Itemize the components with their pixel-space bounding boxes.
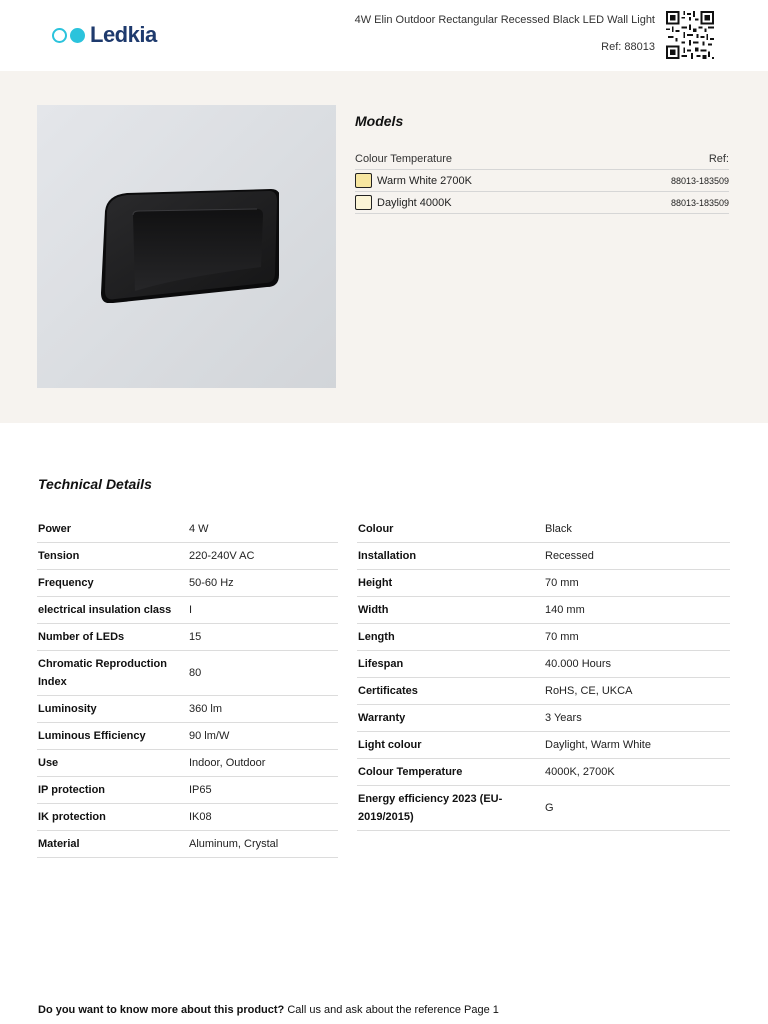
spec-value: Black: [544, 516, 730, 543]
spec-label: Warranty: [357, 705, 544, 732]
spec-label: Energy efficiency 2023 (EU-2019/2015): [357, 786, 544, 831]
spec-value: Recessed: [544, 543, 730, 570]
spec-row: [37, 624, 338, 651]
technical-details-title: Technical Details: [38, 476, 152, 492]
model-name: Daylight 4000K: [377, 196, 452, 209]
product-ref: Ref: 88013: [601, 41, 655, 53]
spec-table-right: [357, 516, 730, 831]
spec-row: [37, 777, 338, 804]
spec-value: 140 mm: [544, 597, 730, 624]
model-ref: 88013-183509: [670, 197, 729, 208]
spec-row: [37, 570, 338, 597]
ledkia-logo[interactable]: [52, 22, 157, 48]
page-header: [0, 0, 768, 71]
spec-row: [357, 597, 730, 624]
footer-text: Call us and ask about the reference Page 1: [284, 1004, 499, 1016]
spec-label: Luminous Efficiency: [37, 723, 188, 750]
spec-value: 4000K, 2700K: [544, 759, 730, 786]
model-name: Warm White 2700K: [377, 174, 472, 187]
spec-row: [357, 516, 730, 543]
spec-value: Aluminum, Crystal: [188, 831, 338, 858]
spec-label: Material: [37, 831, 188, 858]
model-ref: 88013-183509: [670, 175, 729, 186]
spec-label: electrical insulation class: [37, 597, 188, 624]
spec-value: 15: [188, 624, 338, 651]
logo-dot-icon: [70, 28, 85, 43]
spec-value: RoHS, CE, UKCA: [544, 678, 730, 705]
spec-label: Certificates: [357, 678, 544, 705]
spec-row: [357, 732, 730, 759]
models-title: Models: [355, 113, 404, 129]
spec-value: Daylight, Warm White: [544, 732, 730, 759]
spec-label: Installation: [357, 543, 544, 570]
spec-label: Colour Temperature: [357, 759, 544, 786]
model-row[interactable]: [355, 170, 729, 192]
daylight-swatch: [355, 195, 372, 210]
spec-label: Power: [37, 516, 188, 543]
spec-label: Colour: [357, 516, 544, 543]
spec-label: Number of LEDs: [37, 624, 188, 651]
spec-label: IK protection: [37, 804, 188, 831]
spec-value: 80: [188, 651, 338, 696]
spec-row: [37, 750, 338, 777]
spec-row: [37, 804, 338, 831]
spec-label: Frequency: [37, 570, 188, 597]
spec-value: G: [544, 786, 730, 831]
spec-value: 3 Years: [544, 705, 730, 732]
spec-label: Height: [357, 570, 544, 597]
models-col-ref: Ref:: [708, 153, 729, 165]
models-col-temperature: Colour Temperature: [355, 153, 453, 165]
spec-label: Tension: [37, 543, 188, 570]
spec-value: 4 W: [188, 516, 338, 543]
spec-label: IP protection: [37, 777, 188, 804]
spec-value: 70 mm: [544, 624, 730, 651]
footer-contact: [38, 1004, 499, 1016]
spec-row: [37, 651, 338, 696]
spec-value: 90 lm/W: [188, 723, 338, 750]
model-row[interactable]: [355, 192, 729, 214]
wall-light-image: [99, 183, 279, 303]
model-name-wrap: [355, 195, 452, 210]
qr-code-icon[interactable]: [666, 11, 714, 59]
spec-row: [37, 696, 338, 723]
spec-label: Length: [357, 624, 544, 651]
spec-label: Luminosity: [37, 696, 188, 723]
spec-table-left: [37, 516, 338, 858]
model-name-wrap: [355, 173, 472, 188]
hero-section: [0, 71, 768, 423]
spec-row: [357, 543, 730, 570]
spec-row: [357, 570, 730, 597]
spec-value: 360 lm: [188, 696, 338, 723]
models-header: [355, 153, 729, 170]
spec-row: [37, 543, 338, 570]
spec-value: IK08: [188, 804, 338, 831]
spec-row: [37, 723, 338, 750]
spec-row: [37, 516, 338, 543]
footer-question: Do you want to know more about this product?: [38, 1004, 285, 1016]
spec-label: Use: [37, 750, 188, 777]
product-title: 4W Elin Outdoor Rectangular Recessed Black LED Wall Light: [354, 14, 655, 26]
spec-row: [357, 786, 730, 831]
spec-row: [357, 759, 730, 786]
spec-value: 50-60 Hz: [188, 570, 338, 597]
spec-label: Chromatic Reproduction Index: [37, 651, 188, 696]
spec-value: 220-240V AC: [188, 543, 338, 570]
logo-ring-icon: [52, 28, 67, 43]
spec-row: [357, 624, 730, 651]
product-photo: [37, 105, 336, 388]
spec-row: [357, 651, 730, 678]
models-panel: [355, 113, 729, 214]
spec-value: 70 mm: [544, 570, 730, 597]
spec-value: IP65: [188, 777, 338, 804]
spec-value: 40.000 Hours: [544, 651, 730, 678]
spec-label: Width: [357, 597, 544, 624]
spec-row: [37, 831, 338, 858]
spec-label: Light colour: [357, 732, 544, 759]
spec-row: [37, 597, 338, 624]
warm-white-swatch: [355, 173, 372, 188]
spec-value: Indoor, Outdoor: [188, 750, 338, 777]
spec-row: [357, 678, 730, 705]
logo-text: Ledkia: [90, 22, 157, 47]
spec-value: I: [188, 597, 338, 624]
spec-row: [357, 705, 730, 732]
spec-label: Lifespan: [357, 651, 544, 678]
